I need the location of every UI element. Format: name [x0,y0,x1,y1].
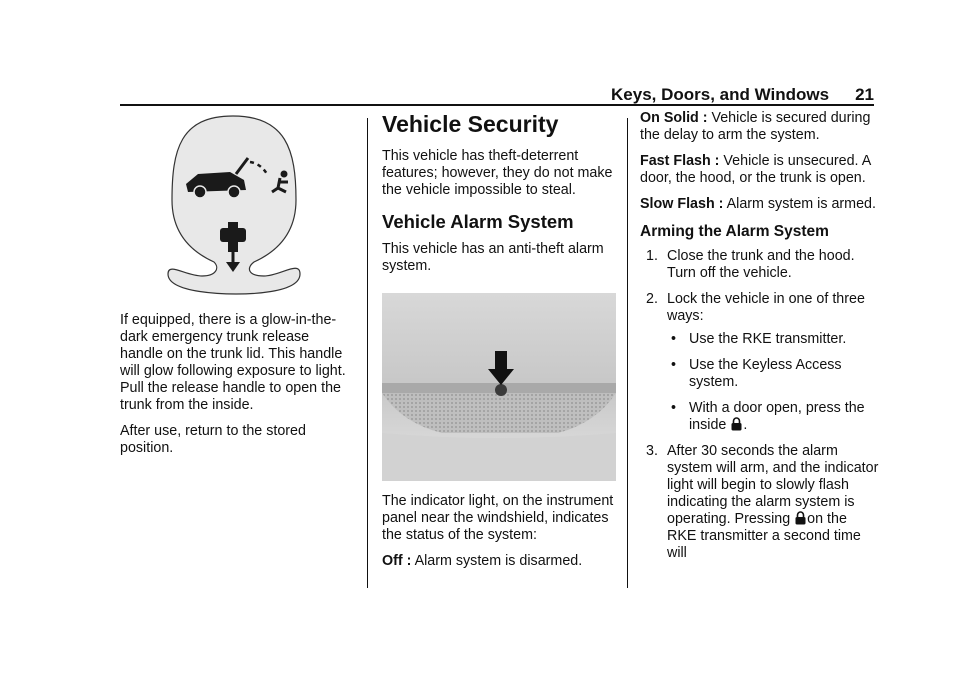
lock-icon [795,511,806,525]
bullet-item [667,357,880,391]
header-rule [120,104,874,106]
term-text: Vehicle is secured during the delay to arm the system. [640,110,871,143]
paragraph: If equipped, there is a glow-in-the-dark emergency trunk release handle on the trunk lid. This handle will glow following exposure to light. Pull the release handle to open the trunk from the inside. [120,312,346,413]
section-title: Keys, Doors, and Windows [611,85,830,104]
steps-list [640,248,880,562]
step-2 [640,291,880,434]
term-text: Vehicle is unsecured. A door, the hood, or the trunk is open. [640,153,871,186]
status-fast-flash [640,153,880,187]
term-text: Alarm system is armed. [723,196,876,212]
term-label: Off : [382,553,412,569]
subsection-heading: Arming the Alarm System [640,223,829,240]
bullet-mark: • [671,357,677,373]
paragraph: After use, return to the stored position. [120,423,306,456]
column-divider-1 [367,118,368,588]
step-text: Lock the vehicle in one of three ways: [667,291,865,324]
bullet-item [667,331,880,348]
status-off [382,553,616,570]
term-text: Alarm system is disarmed. [411,553,583,569]
step-text: Close the trunk and the hood. Turn off the vehicle. [667,248,855,281]
dashboard-indicator-light-photo [382,293,616,481]
bullet-mark: • [671,400,677,416]
status-on-solid [640,110,880,144]
section-heading: Vehicle Security [382,111,559,137]
term-label: On Solid : [640,110,708,126]
bullet-list [667,331,880,434]
subsection-heading: Vehicle Alarm System [382,211,574,232]
status-slow-flash [640,196,880,213]
bullet-mark: • [671,331,677,347]
step-number: 1. [646,248,658,264]
paragraph: The indicator light, on the instrument panel near the windshield, indicates the status of the system: [382,493,614,543]
trunk-release-handle-icon [120,110,352,300]
step-text: After 30 seconds the alarm system will arm, and the indicator light will begin to slowly flash indicating the alarm system is operating. Pressing [667,443,879,527]
running-header [120,84,874,106]
step-text-end: on the RKE transmitter a second time will [667,511,861,561]
step-number: 3. [646,443,658,459]
paragraph: This vehicle has theft-deterrent features; however, they do not make the vehicle impossible to steal. [382,148,613,198]
column-2 [382,110,616,579]
column-3 [640,110,880,571]
bullet-text: With a door open, press the inside [689,400,865,433]
column-divider-2 [627,118,628,588]
lock-icon [731,417,742,431]
bullet-text-end: . [743,417,748,433]
term-label: Fast Flash : [640,153,720,169]
bullet-text: Use the RKE transmitter. [689,331,847,347]
column-1 [120,110,352,466]
bullet-text: Use the Keyless Access system. [689,357,842,390]
page-number: 21 [855,85,874,104]
step-3 [640,443,880,562]
step-1 [640,248,880,282]
bullet-item [667,400,880,434]
step-number: 2. [646,291,658,307]
term-label: Slow Flash : [640,196,724,212]
paragraph: This vehicle has an anti-theft alarm system. [382,241,604,274]
